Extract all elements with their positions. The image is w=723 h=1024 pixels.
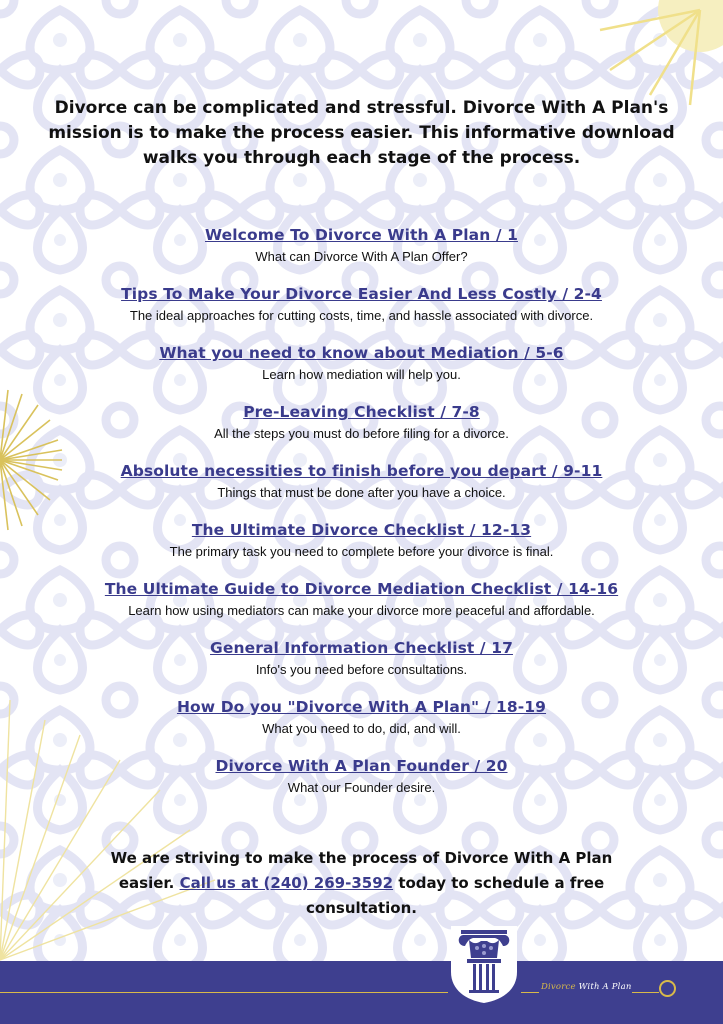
footer-brand-part1: Divorce bbox=[541, 982, 576, 992]
footer-circle-icon bbox=[659, 980, 676, 997]
toc-item bbox=[0, 222, 723, 281]
toc-link[interactable]: Absolute necessities to finish before you depart / 9-11 bbox=[120, 462, 603, 480]
closing-paragraph bbox=[100, 846, 623, 921]
toc-description: What can Divorce With A Plan Offer? bbox=[255, 249, 468, 264]
toc-description: The primary task you need to complete before your divorce is final. bbox=[169, 544, 554, 559]
toc-link[interactable]: General Information Checklist / 17 bbox=[210, 639, 513, 657]
toc-item bbox=[0, 399, 723, 458]
toc-description: The ideal approaches for cutting costs, time, and hassle associated with divorce. bbox=[129, 308, 594, 323]
toc-description: Info's you need before consultations. bbox=[255, 662, 468, 677]
toc-item bbox=[0, 753, 723, 812]
toc-item bbox=[0, 458, 723, 517]
toc-link[interactable]: Divorce With A Plan Founder / 20 bbox=[215, 757, 508, 775]
toc-description: What our Founder desire. bbox=[287, 780, 436, 795]
toc-description: Learn how mediation will help you. bbox=[262, 367, 461, 382]
toc-link[interactable]: Tips To Make Your Divorce Easier And Less Costly / 2-4 bbox=[121, 285, 602, 303]
toc-item bbox=[0, 635, 723, 694]
toc-item bbox=[0, 517, 723, 576]
toc-item bbox=[0, 340, 723, 399]
toc-link[interactable]: How Do you "Divorce With A Plan" / 18-19 bbox=[176, 698, 547, 716]
closing-text-after: today to schedule a free consultation. bbox=[306, 874, 605, 917]
footer-gold-line-left bbox=[0, 992, 448, 993]
closing-text-before: We are striving to make the process of Divorce With A Plan easier. bbox=[110, 849, 613, 892]
toc-description: Things that must be done after you have a choice. bbox=[217, 485, 506, 500]
toc-link[interactable]: The Ultimate Divorce Checklist / 12-13 bbox=[191, 521, 532, 539]
toc-item bbox=[0, 576, 723, 635]
toc-description: Learn how using mediators can make your divorce more peaceful and affordable. bbox=[128, 603, 595, 618]
toc-link[interactable]: Pre-Leaving Checklist / 7-8 bbox=[243, 403, 480, 421]
call-us-link[interactable]: Call us at (240) 269-3592 bbox=[179, 874, 394, 892]
toc-description: All the steps you must do before filing for a divorce. bbox=[214, 426, 509, 441]
footer-gold-line-end bbox=[632, 992, 659, 993]
table-of-contents bbox=[0, 222, 723, 812]
intro-paragraph: Divorce can be complicated and stressful. Divorce With A Plan's mission is to make the process easier. This informative download walks you through each stage of the process. bbox=[48, 98, 675, 168]
toc-link[interactable]: The Ultimate Guide to Divorce Mediation Checklist / 14-16 bbox=[104, 580, 619, 598]
toc-link[interactable]: Welcome To Divorce With A Plan / 1 bbox=[205, 226, 518, 244]
toc-link[interactable]: What you need to know about Mediation / 5-6 bbox=[159, 344, 564, 362]
footer-gold-line-right bbox=[521, 992, 539, 993]
column-logo-icon bbox=[447, 924, 521, 1004]
footer-brand-part2: With A Plan bbox=[575, 982, 632, 992]
footer-brand-text bbox=[541, 982, 632, 992]
toc-item bbox=[0, 281, 723, 340]
toc-item bbox=[0, 694, 723, 753]
toc-description: What you need to do, did, and will. bbox=[262, 721, 461, 736]
